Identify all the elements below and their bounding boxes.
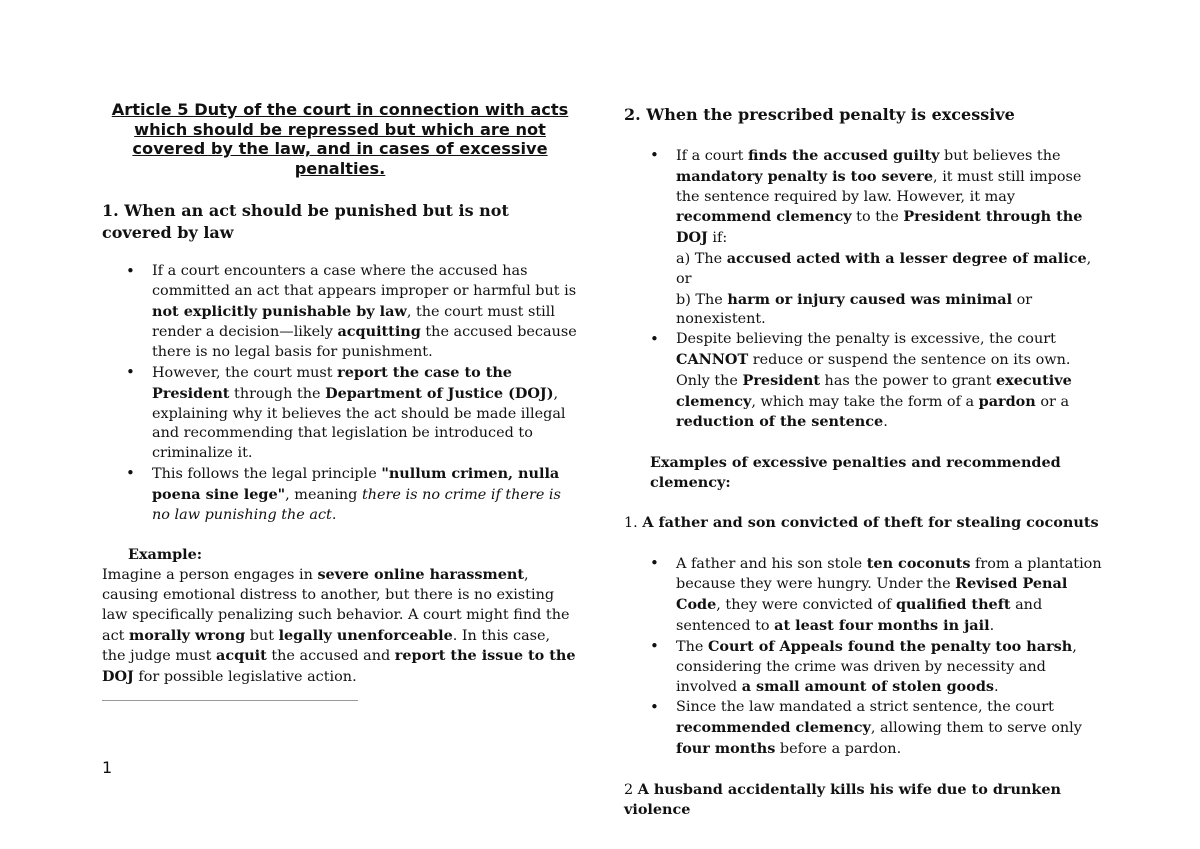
left-column — [102, 100, 578, 701]
section-2-heading: 2. When the prescribed penalty is excessive — [624, 105, 1015, 124]
list-item: • If a court encounters a case where the accused has committed an act that appears improper or harmful but is not explicitly punishable by law, the court must still render a decision—likely acquitting the accused because there is no legal basis for punishment. — [152, 262, 578, 363]
list-item: • Since the law mandated a strict sentence, the court recommended clemency, allowing them to serve only four months before a pardon. — [676, 698, 1104, 759]
list-item: • If a court finds the accused guilty but believes the mandatory penalty is too severe, it must still impose the sentence required by law. However, it may recommend clemency to the President through the DOJ if: a) The accused acted with a lesser degree of malice, or b) The harm or injury caused was minimal or nonexistent. — [676, 146, 1104, 330]
section-1-heading: 1. When an act should be punished but is not covered by law — [102, 201, 509, 242]
right-column — [624, 104, 1104, 821]
examples-heading: Examples of excessive penalties and recommended clemency: — [650, 454, 1061, 491]
article-title: Article 5 Duty of the court in connection with acts which should be repressed but which are not covered by the law, and in cases of excessive penalties. — [111, 100, 569, 178]
footnote-divider — [102, 700, 358, 701]
list-item: • Despite believing the penalty is excessive, the court CANNOT reduce or suspend the sentence on its own. Only the President has the power to grant executive clemency, which may take the form of a pardon or a reduction of the sentence. — [676, 330, 1104, 433]
page-number: 1 — [102, 758, 113, 777]
list-item: • This follows the legal principle "nullum crimen, nulla poena sine lege", meaning there is no crime if there is no law punishing the act. — [152, 464, 578, 525]
section-2-bullets — [624, 146, 1104, 433]
example-heading: Example: — [128, 546, 203, 564]
example-paragraph: Imagine a person engages in severe online harassment, causing emotional distress to another, but there is no existing law specifically penalizing such behavior. A court might find the act morally wrong but legally unenforceable. In this case, the judge must acquit the accused and report the issue to the DOJ for possible legislative action. — [102, 566, 576, 686]
list-item: • A father and his son stole ten coconuts from a plantation because they were hungry. Under the Revised Penal Code, they were convicted of qualified theft and sentenced to at least four months in jail. — [676, 554, 1104, 637]
case-2-heading: 2 A husband accidentally kills his wife due to drunken violence — [624, 780, 1061, 819]
list-item: • However, the court must report the case to the President through the Department of Justice (DOJ), explaining why it believes the act should be made illegal and recommending that legislation be introduced to criminalize it. — [152, 363, 578, 464]
section-1-bullets — [102, 262, 578, 525]
list-item: • The Court of Appeals found the penalty too harsh, considering the crime was driven by necessity and involved a small amount of stolen goods. — [676, 637, 1104, 698]
case-1-bullets — [624, 554, 1104, 760]
case-1-heading: 1. A father and son convicted of theft for stealing coconuts — [624, 513, 1099, 531]
